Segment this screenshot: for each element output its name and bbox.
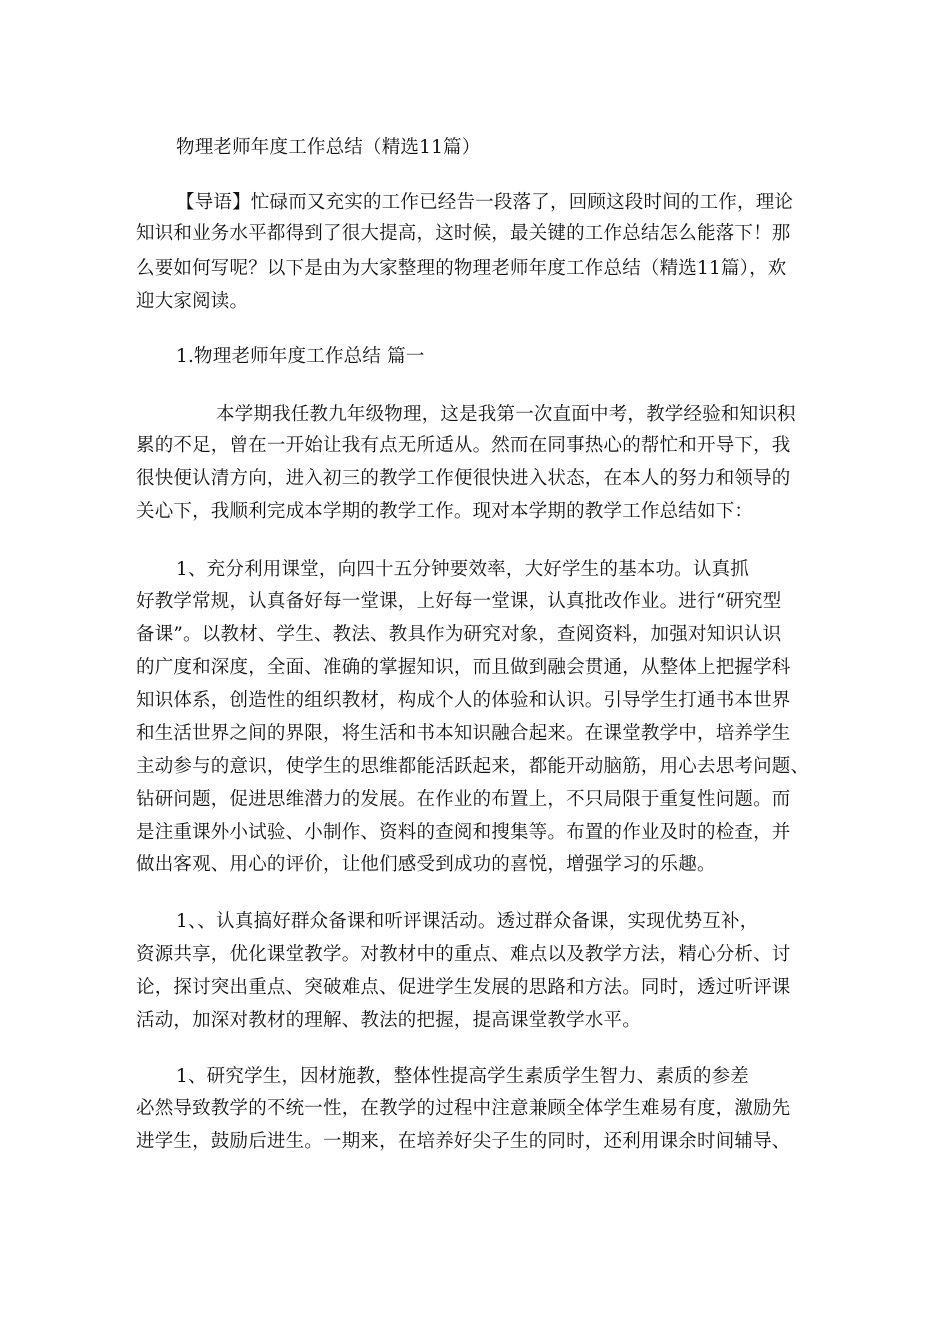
section-heading: 1.物理老师年度工作总结 篇一 (176, 346, 425, 367)
paragraph-line: 活动，加深对教材的理解、教法的把握，提高课堂教学水平。 (136, 1010, 641, 1031)
paragraph-line: 和生活世界之间的界限，将生活和书本知识融合起来。在课堂教学中，培养学生 (136, 723, 791, 744)
paragraph-line: 累的不足，曾在一开始让我有点无所适从。然而在同事热心的帮忙和开导下，我 (136, 435, 791, 456)
paragraph-line: 是注重课外小试验、小制作、资料的查阅和搜集等。布置的作业及时的检查，并 (136, 822, 791, 843)
intro-line: 【导语】忙碌而又充实的工作已经告一段落了，回顾这段时间的工作，理论 (176, 192, 794, 213)
intro-line: 知识和业务水平都得到了很大提高，这时候，最关键的工作总结怎么能落下！那 (136, 223, 791, 244)
paragraph-line: 论，探讨突出重点、突破难点、促进学生发展的思路和方法。同时，透过听评课 (136, 977, 791, 998)
paragraph-line: 做出客观、用心的评价，让他们感受到成功的喜悦，增强学习的乐趣。 (136, 854, 716, 875)
paragraph-line: 主动参与的意识，使学生的思维都能活跃起来，都能开动脑筋，用心去思考问题、 (136, 756, 810, 777)
paragraph-line: 很快便认清方向，进入初三的教学工作便很快进入状态，在本人的努力和领导的 (136, 468, 791, 489)
paragraph-line: 1、研究学生，因材施教，整体性提高学生素质学生智力、素质的参差 (176, 1066, 749, 1087)
paragraph-line: 1、、认真搞好群众备课和听评课活动。透过群众备课，实现优势互补， (176, 911, 759, 932)
paragraph-line: 1、充分利用课堂，向四十五分钟要效率，大好学生的基本功。认真抓 (176, 559, 749, 580)
paragraph-line: 的广度和深度，全面、准确的掌握知识，而且做到融会贯通，从整体上把握学科 (136, 657, 791, 678)
paragraph-line: 进学生，鼓励后进生。一期来，在培养好尖子生的同时，还利用课余时间辅导、 (136, 1131, 791, 1152)
document-title: 物理老师年度工作总结（精选11篇） (176, 137, 481, 158)
intro-line: 迎大家阅读。 (136, 291, 249, 312)
paragraph-line: 钻研问题，促进思维潜力的发展。在作业的布置上，不只局限于重复性问题。而 (136, 789, 791, 810)
paragraph-line: 知识体系，创造性的组织教材，构成个人的体验和认识。引导学生打通书本世界 (136, 690, 791, 711)
paragraph-line: 关心下，我顺利完成本学期的教学工作。现对本学期的教学工作总结如下： (136, 501, 754, 522)
paragraph-line: 必然导致教学的不统一性，在教学的过程中注意兼顾全体学生难易有度，激励先 (136, 1098, 791, 1119)
intro-line: 么要如何写呢？以下是由为大家整理的物理老师年度工作总结（精选11篇），欢 (136, 258, 787, 279)
paragraph-line: 本学期我任教九年级物理，这是我第一次直面中考，教学经验和知识积 (216, 404, 796, 425)
paragraph-line: 好教学常规，认真备好每一堂课，上好每一堂课，认真批改作业。进行“研究型 (136, 591, 782, 612)
paragraph-line: 备课”。以教材、学生、教法、教具作为研究对象，查阅资料，加强对知识认识 (136, 624, 782, 645)
paragraph-line: 资源共享，优化课堂教学。对教材中的重点、难点以及教学方法，精心分析、讨 (136, 944, 791, 965)
